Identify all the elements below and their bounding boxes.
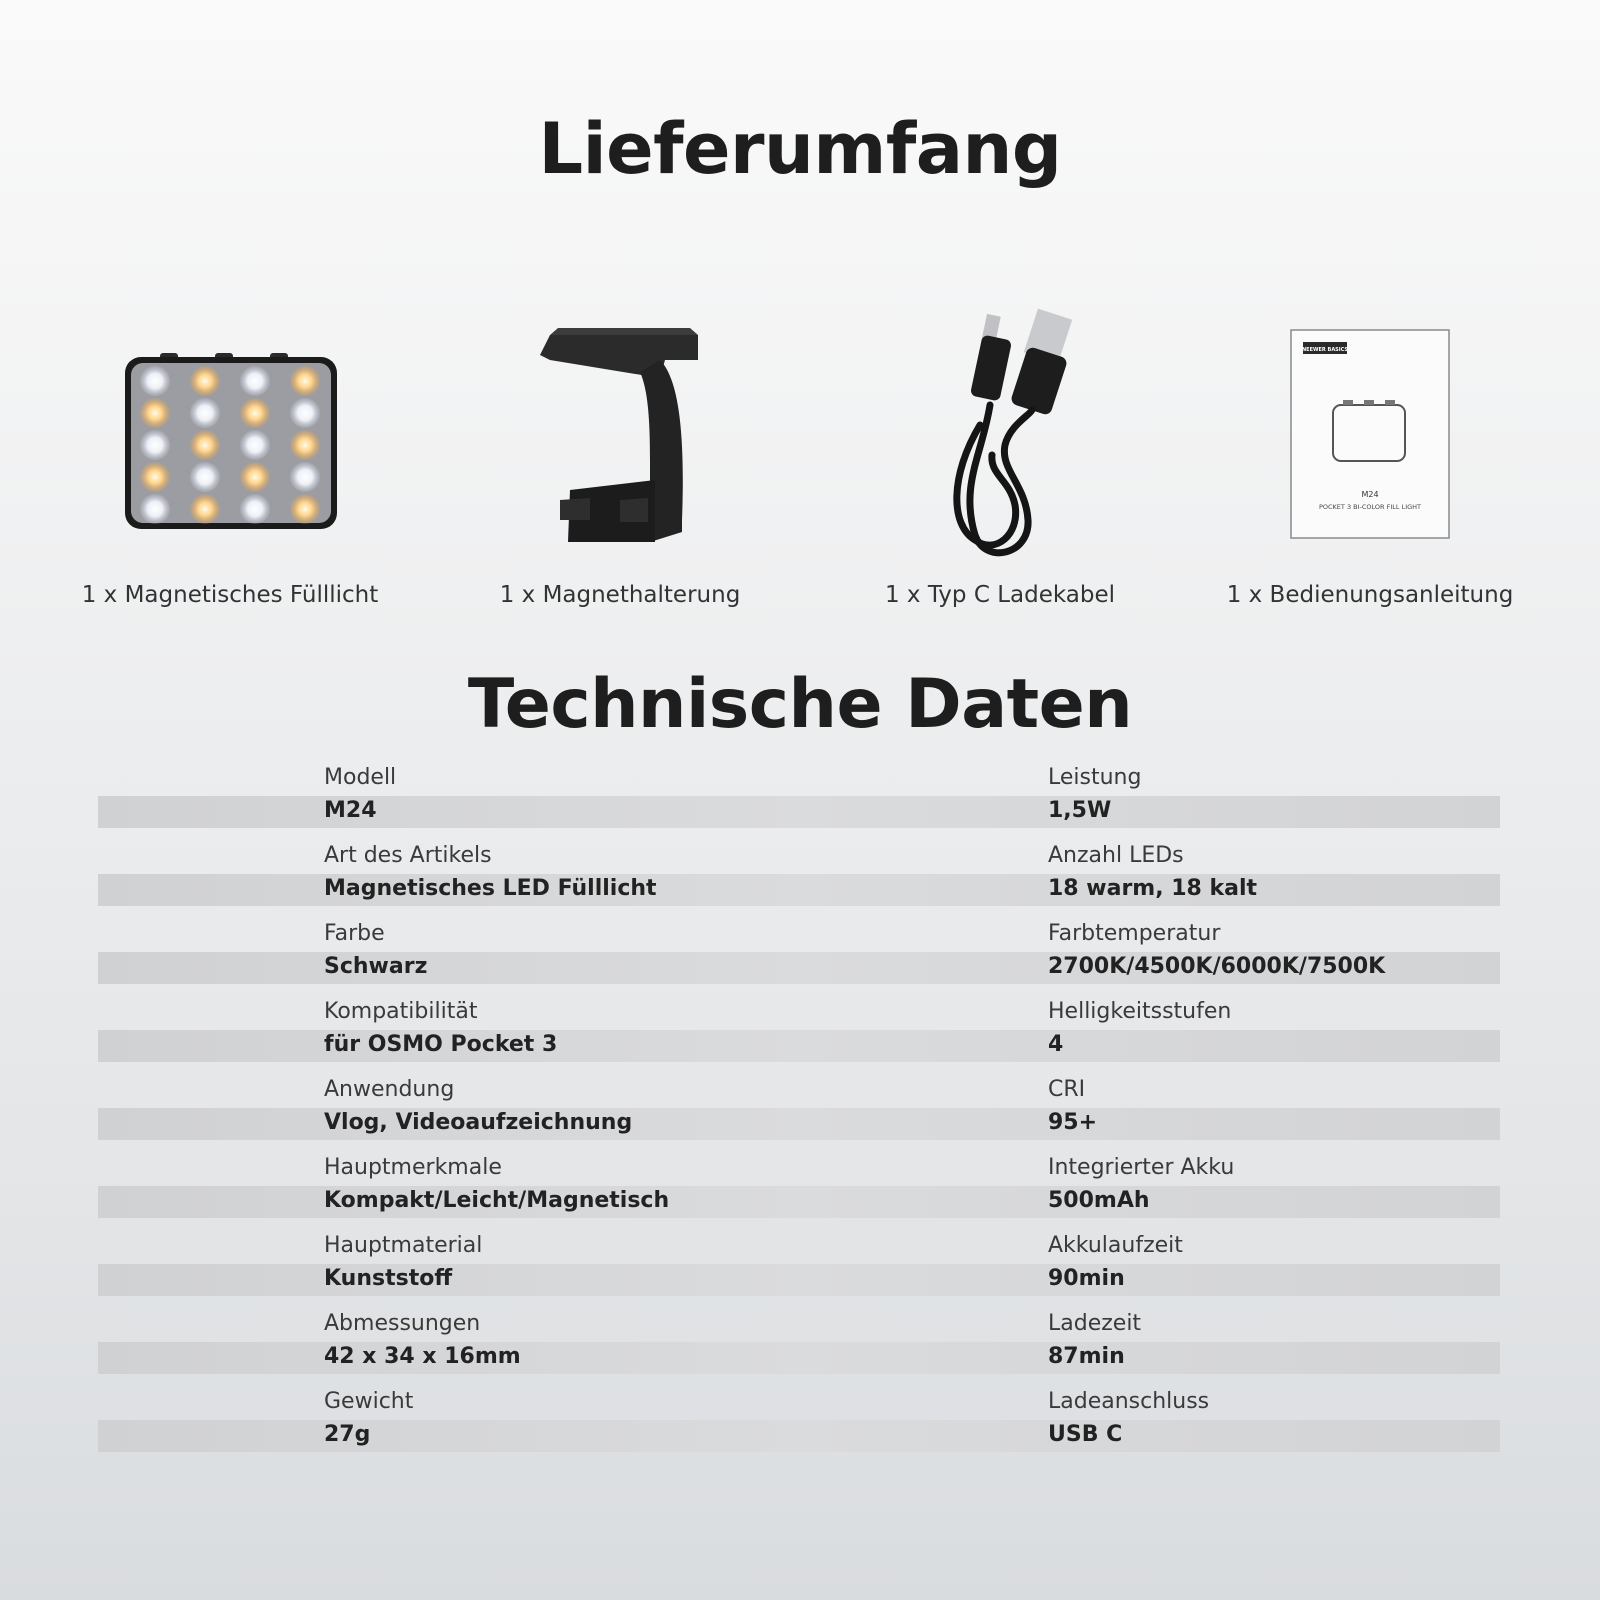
package-item-label: 1 x Magnetisches Fülllicht [81, 582, 379, 608]
spec-label-row [98, 762, 1500, 796]
package-item-mount [470, 300, 770, 620]
package-heading: Lieferumfang [538, 108, 1062, 190]
spec-label-row [98, 1230, 1500, 1264]
led [290, 462, 320, 492]
manual-brand: NEEWER BASICS [1301, 347, 1349, 353]
spec-value-row [98, 1108, 1500, 1140]
spec-label-row [98, 840, 1500, 874]
led [190, 430, 220, 460]
magnetic-mount-icon [530, 320, 710, 550]
spec-label: Farbtemperatur [1048, 921, 1221, 946]
led [140, 462, 170, 492]
led [190, 462, 220, 492]
spec-value: 1,5W [1048, 798, 1112, 823]
spec-label: Ladezeit [1048, 1311, 1142, 1336]
specs-heading: Technische Daten [467, 665, 1133, 744]
led [290, 366, 320, 396]
led [140, 494, 170, 524]
usb-cable-icon [920, 305, 1080, 565]
package-item-fill-light [70, 300, 390, 620]
spec-label: Helligkeitsstufen [1048, 999, 1232, 1024]
spec-label: CRI [1048, 1077, 1086, 1102]
led [190, 366, 220, 396]
led [240, 494, 270, 524]
spec-value: 95+ [1048, 1110, 1098, 1135]
spec-value: USB C [1048, 1422, 1123, 1447]
spec-value: Kompakt/Leicht/Magnetisch [324, 1188, 670, 1213]
spec-value-row [98, 1030, 1500, 1062]
led [190, 494, 220, 524]
spec-label: Akkulaufzeit [1048, 1233, 1183, 1258]
manual-subtitle: POCKET 3 BI-COLOR FILL LIGHT [1318, 503, 1422, 511]
spec-value-row [98, 796, 1500, 828]
spec-label: Kompatibilität [324, 999, 478, 1024]
led [190, 398, 220, 428]
package-item-label: 1 x Magnethalterung [499, 582, 741, 608]
led [290, 398, 320, 428]
spec-value-row [98, 1420, 1500, 1452]
spec-label: Modell [324, 765, 397, 790]
package-item-cable [850, 300, 1150, 620]
led [290, 430, 320, 460]
package-item-label: 1 x Bedienungsanleitung [1226, 582, 1514, 608]
spec-value: 90min [1048, 1266, 1125, 1291]
spec-value: 42 x 34 x 16mm [324, 1344, 521, 1369]
spec-label: Anzahl LEDs [1048, 843, 1184, 868]
spec-label: Ladeanschluss [1048, 1389, 1210, 1414]
led [140, 430, 170, 460]
spec-value: 18 warm, 18 kalt [1048, 876, 1258, 901]
fill-light-icon [115, 335, 345, 535]
spec-value: Kunststoff [324, 1266, 453, 1291]
spec-label-row [98, 1308, 1500, 1342]
led [140, 366, 170, 396]
spec-label-row [98, 1152, 1500, 1186]
spec-value: 500mAh [1048, 1188, 1150, 1213]
led [290, 494, 320, 524]
spec-value: 2700K/4500K/6000K/7500K [1048, 954, 1386, 979]
spec-label: Hauptmaterial [324, 1233, 483, 1258]
spec-value-row [98, 1342, 1500, 1374]
spec-label: Art des Artikels [324, 843, 492, 868]
package-item-label: 1 x Typ C Ladekabel [884, 582, 1116, 608]
spec-label: Farbe [324, 921, 385, 946]
manual-model: M24 [1361, 490, 1379, 499]
spec-value: für OSMO Pocket 3 [324, 1032, 558, 1057]
led [240, 366, 270, 396]
spec-label-row [98, 996, 1500, 1030]
led [240, 398, 270, 428]
spec-label: Hauptmerkmale [324, 1155, 502, 1180]
spec-label-row [98, 1074, 1500, 1108]
spec-label: Anwendung [324, 1077, 455, 1102]
spec-label-row [98, 1386, 1500, 1420]
spec-label: Leistung [1048, 765, 1142, 790]
spec-label: Gewicht [324, 1389, 414, 1414]
spec-value: Schwarz [324, 954, 428, 979]
led [240, 430, 270, 460]
spec-value: 4 [1048, 1032, 1064, 1057]
spec-value: M24 [324, 798, 377, 823]
led [240, 462, 270, 492]
manual-icon [1285, 320, 1455, 550]
spec-label: Abmessungen [324, 1311, 481, 1336]
package-item-manual [1200, 300, 1540, 620]
led [140, 398, 170, 428]
spec-value: Vlog, Videoaufzeichnung [324, 1110, 633, 1135]
spec-label: Integrierter Akku [1048, 1155, 1235, 1180]
spec-value-row [98, 1186, 1500, 1218]
spec-value-row [98, 1264, 1500, 1296]
spec-label-row [98, 918, 1500, 952]
spec-value: 87min [1048, 1344, 1125, 1369]
spec-table [98, 762, 1500, 1464]
spec-value: Magnetisches LED Fülllicht [324, 876, 657, 901]
spec-value: 27g [324, 1422, 371, 1447]
spec-value-row [98, 874, 1500, 906]
spec-value-row [98, 952, 1500, 984]
